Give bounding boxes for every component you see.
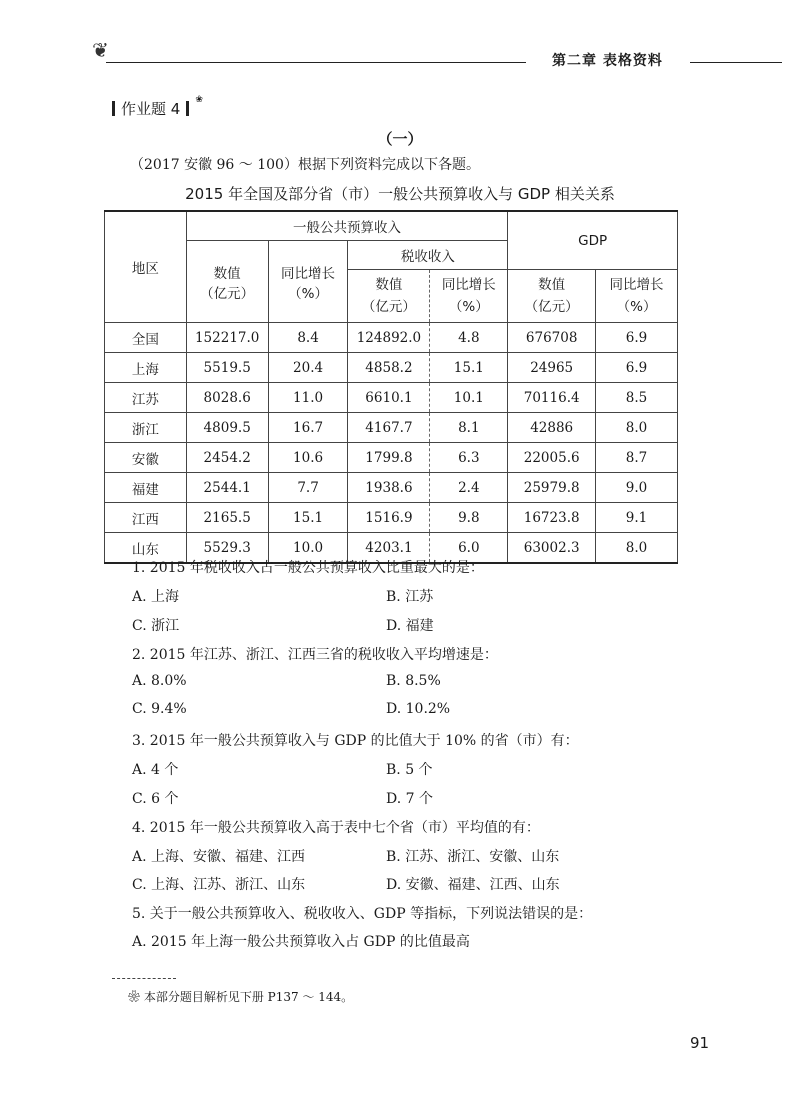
cell-gdp-growth: 9.1 (596, 503, 678, 533)
cell-budget-value: 2165.5 (186, 503, 268, 533)
question-2-option-c: C. 9.4% (132, 701, 187, 717)
cell-region: 山东 (105, 533, 187, 564)
cell-region: 江苏 (105, 383, 187, 413)
cell-gdp-growth: 8.0 (596, 533, 678, 564)
cell-budget-value: 5519.5 (186, 353, 268, 383)
page-number: 91 (690, 1034, 710, 1052)
table-row (105, 443, 678, 473)
flower-mark-icon: ❀ (195, 94, 203, 105)
sprout-icon: ❦ (92, 38, 109, 62)
cell-budget-growth: 11.0 (268, 383, 348, 413)
header-tax-value (348, 270, 430, 323)
cell-tax-value: 1516.9 (348, 503, 430, 533)
question-1-option-a: A. 上海 (132, 589, 180, 605)
question-1-option-c: C. 浙江 (132, 618, 180, 634)
cell-gdp-growth: 6.9 (596, 323, 678, 353)
cell-tax-value: 4167.7 (348, 413, 430, 443)
header-rule-right (690, 62, 782, 63)
cell-budget-growth: 8.4 (268, 323, 348, 353)
value-unit: （亿元） (361, 299, 416, 315)
header-budget: 一般公共预算收入 (186, 211, 508, 241)
table-row (105, 503, 678, 533)
footnote: ❀ 本部分题目解析见下册 P137 ～ 144。 (128, 990, 354, 1004)
cell-budget-value: 2454.2 (186, 443, 268, 473)
cell-budget-value: 2544.1 (186, 473, 268, 503)
cell-gdp-value: 25979.8 (508, 473, 596, 503)
cell-budget-value: 5529.3 (186, 533, 268, 564)
cell-tax-value: 1799.8 (348, 443, 430, 473)
cell-budget-growth: 16.7 (268, 413, 348, 443)
cell-gdp-value: 676708 (508, 323, 596, 353)
chapter-title: 第二章 表格资料 (552, 53, 663, 69)
cell-budget-growth: 15.1 (268, 503, 348, 533)
question-4-option-c: C. 上海、江苏、浙江、山东 (132, 877, 306, 893)
question-4-option-a: A. 上海、安徽、福建、江西 (132, 849, 306, 865)
question-2-stem: 2. 2015 年江苏、浙江、江西三省的税收收入平均增速是： (132, 647, 498, 663)
heading-bar-right (186, 101, 189, 116)
page-header (92, 38, 782, 72)
header-rule (106, 62, 526, 63)
assignment-label: 作业题 4 (121, 100, 181, 118)
value-label: 数值 (538, 277, 566, 293)
question-2-option-b: B. 8.5% (386, 673, 441, 689)
cell-gdp-growth: 6.9 (596, 353, 678, 383)
cell-budget-growth: 20.4 (268, 353, 348, 383)
cell-tax-value: 6610.1 (348, 383, 430, 413)
cell-gdp-growth: 8.7 (596, 443, 678, 473)
cell-budget-growth: 7.7 (268, 473, 348, 503)
cell-tax-growth: 6.3 (430, 443, 508, 473)
cell-region: 浙江 (105, 413, 187, 443)
cell-region: 江西 (105, 503, 187, 533)
cell-tax-growth: 10.1 (430, 383, 508, 413)
question-3-option-d: D. 7 个 (386, 791, 433, 807)
cell-region: 上海 (105, 353, 187, 383)
question-2-option-d: D. 10.2% (386, 701, 451, 717)
question-3-option-b: B. 5 个 (386, 762, 433, 778)
cell-tax-value: 124892.0 (348, 323, 430, 353)
question-1-option-b: B. 江苏 (386, 589, 434, 605)
cell-tax-value: 1938.6 (348, 473, 430, 503)
cell-budget-value: 4809.5 (186, 413, 268, 443)
header-tax: 税收收入 (348, 241, 508, 270)
cell-tax-value: 4858.2 (348, 353, 430, 383)
cell-budget-value: 152217.0 (186, 323, 268, 353)
question-3-option-a: A. 4 个 (132, 762, 179, 778)
cell-gdp-value: 24965 (508, 353, 596, 383)
cell-gdp-value: 16723.8 (508, 503, 596, 533)
cell-gdp-value: 63002.3 (508, 533, 596, 564)
question-1-option-d: D. 福建 (386, 618, 434, 634)
cell-region: 全国 (105, 323, 187, 353)
question-4-option-b: B. 江苏、浙江、安徽、山东 (386, 849, 560, 865)
table-row (105, 383, 678, 413)
cell-gdp-growth: 8.0 (596, 413, 678, 443)
value-unit: （亿元） (524, 299, 579, 315)
cell-budget-growth: 10.0 (268, 533, 348, 564)
growth-unit: （%） (616, 299, 657, 315)
assignment-heading (112, 94, 203, 119)
value-label: 数值 (213, 265, 241, 282)
table-row (105, 413, 678, 443)
growth-label: 同比增长 (609, 277, 664, 293)
growth-unit: （%） (448, 299, 489, 315)
table-row (105, 473, 678, 503)
cell-gdp-value: 22005.6 (508, 443, 596, 473)
header-gdp-value (508, 270, 596, 323)
cell-tax-growth: 4.8 (430, 323, 508, 353)
header-gdp: GDP (508, 211, 678, 270)
cell-region: 福建 (105, 473, 187, 503)
header-budget-growth (268, 241, 348, 323)
heading-bar-left (112, 101, 115, 116)
cell-tax-growth: 9.8 (430, 503, 508, 533)
question-5-stem: 5. 关于一般公共预算收入、税收收入、GDP 等指标，下列说法错误的是： (132, 906, 593, 922)
growth-label: 同比增长 (441, 277, 496, 293)
header-tax-growth (430, 270, 508, 323)
question-2-option-a: A. 8.0% (132, 673, 187, 689)
cell-budget-value: 8028.6 (186, 383, 268, 413)
value-label: 数值 (375, 277, 403, 293)
cell-region: 安徽 (105, 443, 187, 473)
question-1-stem: 1. 2015 年税收收入占一般公共预算收入比重最大的是： (132, 560, 484, 576)
cell-tax-growth: 15.1 (430, 353, 508, 383)
cell-tax-growth: 8.1 (430, 413, 508, 443)
growth-unit: （%） (288, 285, 328, 302)
cell-gdp-growth: 9.0 (596, 473, 678, 503)
header-gdp-growth (596, 270, 678, 323)
cell-gdp-growth: 8.5 (596, 383, 678, 413)
question-3-stem: 3. 2015 年一般公共预算收入与 GDP 的比值大于 10% 的省（市）有： (132, 733, 579, 749)
growth-label: 同比增长 (281, 265, 336, 282)
cell-tax-growth: 2.4 (430, 473, 508, 503)
question-5-option-a: A. 2015 年上海一般公共预算收入占 GDP 的比值最高 (132, 934, 470, 950)
table-row (105, 353, 678, 383)
cell-gdp-value: 42886 (508, 413, 596, 443)
cell-tax-growth: 6.0 (430, 533, 508, 564)
section-number: （一） (377, 130, 423, 148)
cell-gdp-value: 70116.4 (508, 383, 596, 413)
value-unit: （亿元） (200, 285, 255, 302)
cell-tax-value: 4203.1 (348, 533, 430, 564)
footnote-rule (112, 978, 176, 979)
table-title: 2015 年全国及部分省（市）一般公共预算收入与 GDP 相关关系 (185, 185, 615, 203)
table-row (105, 323, 678, 353)
intro-text: （2017 安徽 96 ～ 100）根据下列资料完成以下各题。 (130, 157, 480, 173)
question-3-option-c: C. 6 个 (132, 791, 179, 807)
question-4-stem: 4. 2015 年一般公共预算收入高于表中七个省（市）平均值的有： (132, 820, 540, 836)
header-region: 地区 (105, 211, 187, 323)
question-4-option-d: D. 安徽、福建、江西、山东 (386, 877, 560, 893)
header-budget-value (186, 241, 268, 323)
cell-budget-growth: 10.6 (268, 443, 348, 473)
data-table (104, 210, 678, 564)
